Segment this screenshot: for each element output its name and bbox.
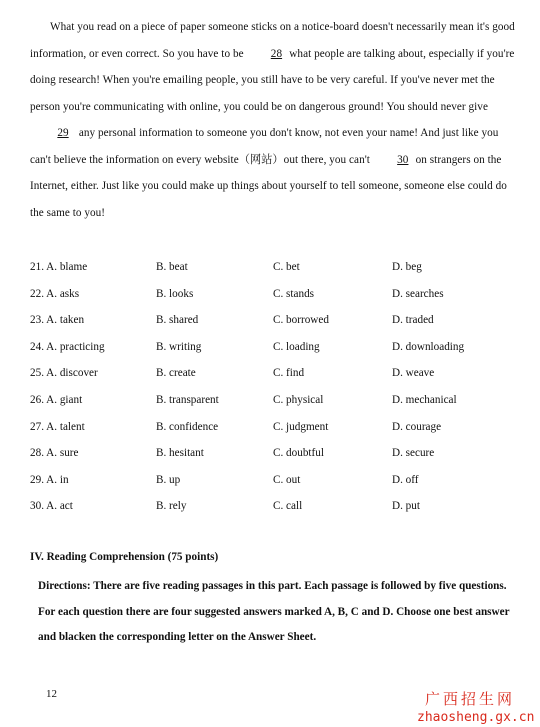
question-row: [30, 387, 530, 414]
option-d: D. traded: [392, 314, 434, 327]
option-d: D. searches: [392, 287, 444, 300]
option-b: B. looks: [156, 287, 194, 300]
question-row: [30, 440, 530, 467]
question-row: [30, 467, 530, 494]
option-c: C. loading: [273, 340, 320, 353]
option-d: D. beg: [392, 261, 422, 273]
answer-options-list: [30, 254, 530, 520]
passage-paragraph: [30, 14, 520, 226]
option-c: C. find: [273, 367, 305, 380]
question-row: [30, 334, 530, 361]
passage-text-2: what people are talking about, especially if you're doing research! When you're emailing people, you still have to be very careful. If you've never met the person you're communicating with online, you could be on dangerous ground! You should never give: [30, 47, 515, 113]
option-d: D. secure: [392, 447, 435, 460]
question-row: [30, 254, 530, 281]
option-a: 25. A. discover: [30, 367, 98, 380]
option-a: 29. A. in: [30, 473, 69, 486]
question-row: [30, 307, 530, 334]
watermark-chinese: 广西招生网: [425, 690, 516, 708]
option-c: C. call: [273, 500, 303, 513]
option-b: B. hesitant: [156, 447, 204, 460]
option-b: B. writing: [156, 340, 202, 353]
question-row: [30, 360, 530, 387]
option-c: C. stands: [273, 287, 315, 300]
option-b: B. shared: [156, 314, 199, 327]
option-c: C. bet: [273, 261, 300, 273]
option-d: D. weave: [392, 367, 435, 380]
question-row: [30, 414, 530, 441]
option-a: 22. A. asks: [30, 287, 80, 300]
question-row: [30, 281, 530, 308]
option-d: D. mechanical: [392, 393, 457, 406]
option-b: B. confidence: [156, 420, 219, 433]
option-b: B. beat: [156, 261, 188, 273]
directions-text: Directions: There are five reading passages in this part. Each passage is followed by five questions. For each question there are four suggested answers marked A, B, C and D. Choose one best answer and blacken the corresponding letter on the Answer Sheet.: [38, 580, 510, 643]
page-number: 12: [46, 688, 57, 700]
watermark-url: zhaosheng.gx.cn: [417, 710, 535, 725]
option-a: 21. A. blame: [30, 261, 88, 273]
option-c: C. physical: [273, 393, 324, 406]
option-c: C. borrowed: [273, 314, 329, 327]
blank-28: 28: [270, 47, 283, 60]
option-c: C. out: [273, 473, 301, 486]
directions: [38, 574, 512, 651]
cloze-passage: [30, 14, 520, 226]
question-row: [30, 493, 530, 520]
option-a: 27. A. talent: [30, 420, 85, 433]
option-c: C. judgment: [273, 420, 329, 433]
option-b: B. up: [156, 473, 181, 486]
option-a: 28. A. sure: [30, 447, 79, 460]
option-a: 26. A. giant: [30, 393, 83, 406]
option-a: 24. A. practicing: [30, 340, 105, 353]
passage-text-1: What you read on a piece of paper someone sticks on a notice-board doesn't necessarily mean it's good information, or even correct. So you have to be: [30, 21, 515, 60]
passage-text-4: on strangers on the Internet, either. Just like you could make up things about yourself to tell someone, someone else could do the same to you!: [30, 153, 507, 219]
blank-30: 30: [397, 153, 409, 166]
option-d: D. off: [392, 473, 419, 486]
option-d: D. downloading: [392, 340, 465, 353]
passage-text-3: any personal information to someone you don't know, not even your name! And just like you can't believe the information on every website（网站）out there, you can't: [30, 127, 499, 166]
section-title: IV. Reading Comprehension (75 points): [30, 551, 219, 563]
option-d: D. put: [392, 500, 420, 513]
blank-29: 29: [57, 127, 69, 139]
option-d: D. courage: [392, 420, 442, 433]
option-a: 23. A. taken: [30, 314, 85, 327]
option-b: B. transparent: [156, 393, 219, 406]
option-b: B. create: [156, 367, 196, 380]
option-b: B. rely: [156, 500, 187, 513]
option-c: C. doubtful: [273, 447, 324, 460]
option-a: 30. A. act: [30, 500, 73, 513]
